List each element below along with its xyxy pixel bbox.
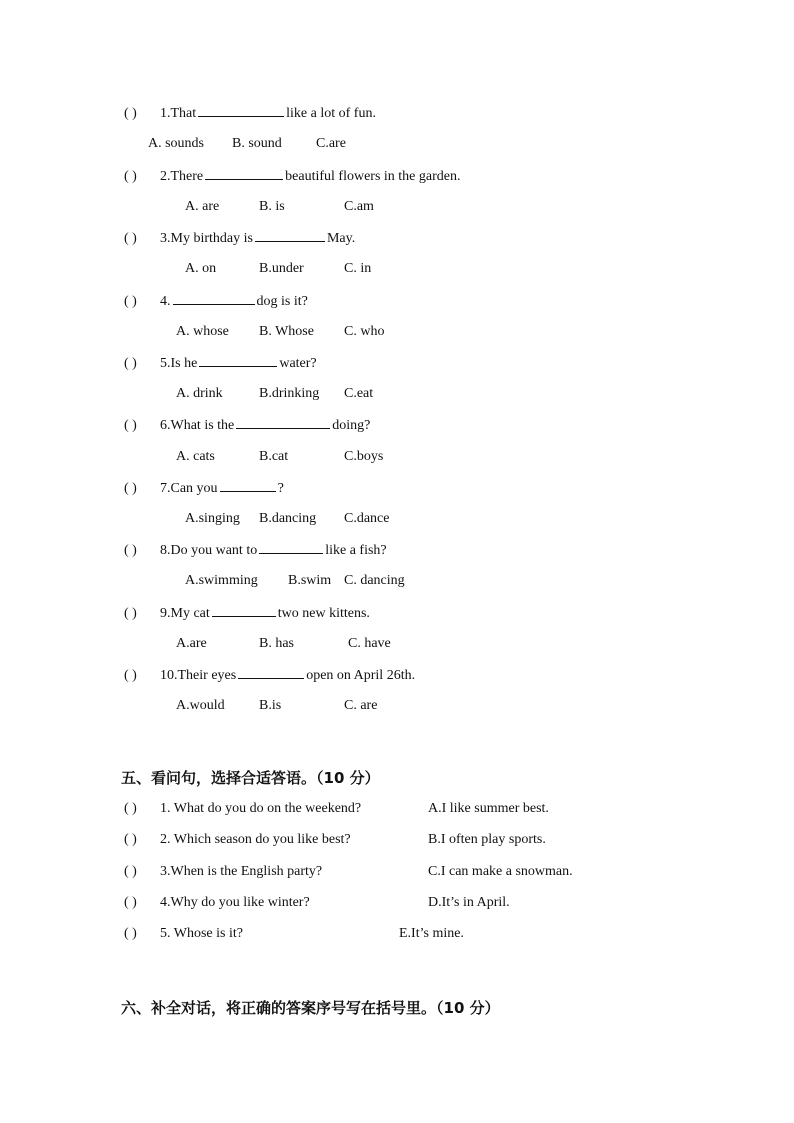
- answer-blank: [205, 166, 283, 180]
- question-text-post: open on April 26th.: [306, 668, 416, 683]
- question-text-post: May.: [326, 231, 356, 246]
- question-number: 5.: [160, 356, 171, 371]
- option-b: B.cat: [259, 449, 289, 464]
- question-5: [124, 353, 317, 373]
- option-c: C.boys: [344, 449, 384, 464]
- match-row-2: [124, 831, 351, 849]
- option-c: C. are: [344, 698, 378, 713]
- match-answer-b: B.I often play sports.: [428, 832, 546, 847]
- option-a: A.would: [176, 698, 225, 713]
- answer-paren: ( ): [124, 668, 137, 683]
- answer-paren: ( ): [124, 231, 137, 246]
- answer-blank: [173, 291, 255, 305]
- match-question: 1. What do you do on the weekend?: [160, 801, 362, 816]
- question-text-pre: Is he: [170, 356, 198, 371]
- answer-paren: ( ): [124, 418, 137, 433]
- question-2: [124, 166, 460, 186]
- option-b: B. has: [259, 636, 294, 651]
- answer-blank: [236, 415, 330, 429]
- question-text-pre: Their eyes: [177, 668, 237, 683]
- answer-paren: ( ): [124, 481, 137, 496]
- question-number: 1.: [160, 106, 171, 121]
- option-b: B. Whose: [259, 324, 314, 339]
- answer-paren: ( ): [124, 356, 137, 371]
- answer-blank: [259, 540, 323, 554]
- option-a: A. are: [185, 199, 220, 214]
- option-c: C. who: [344, 324, 385, 339]
- question-text-pre: My cat: [170, 606, 210, 621]
- question-text-post: doing?: [332, 418, 371, 433]
- question-text-pre: My birthday is: [170, 231, 253, 246]
- option-c: C.dance: [344, 511, 390, 526]
- match-row-4: [124, 894, 310, 912]
- question-number: 8.: [160, 543, 171, 558]
- question-number: 4.: [160, 294, 171, 309]
- option-a: A. drink: [176, 386, 223, 401]
- question-6: [124, 415, 370, 435]
- answer-paren: ( ): [124, 169, 137, 184]
- question-number: 7.: [160, 481, 171, 496]
- answer-blank: [220, 478, 276, 492]
- question-text-post: ?: [277, 481, 284, 496]
- match-row-3: [124, 863, 322, 881]
- answer-blank: [238, 665, 304, 679]
- option-a: A.swimming: [185, 573, 258, 588]
- match-question: 4.Why do you like winter?: [160, 895, 310, 910]
- answer-blank: [199, 353, 277, 367]
- answer-paren: ( ): [124, 895, 137, 910]
- option-b: B.is: [259, 698, 282, 713]
- question-text-pre: There: [170, 169, 204, 184]
- answer-paren: ( ): [124, 294, 137, 309]
- answer-blank: [255, 228, 325, 242]
- option-a: A. on: [185, 261, 217, 276]
- option-c: C. dancing: [344, 573, 405, 588]
- question-number: 9.: [160, 606, 171, 621]
- option-a: A. cats: [176, 449, 215, 464]
- answer-paren: ( ): [124, 606, 137, 621]
- option-c: C.eat: [344, 386, 374, 401]
- question-text-pre: Do you want to: [170, 543, 258, 558]
- option-c: C.are: [316, 136, 346, 151]
- question-4: [124, 291, 308, 311]
- match-question: 3.When is the English party?: [160, 864, 323, 879]
- question-10: [124, 665, 415, 685]
- section-5-title: 五、看问句，选择合适答语。（10 分）: [121, 769, 380, 787]
- question-9: [124, 603, 370, 623]
- option-a: A. whose: [176, 324, 229, 339]
- answer-paren: ( ): [124, 543, 137, 558]
- answer-paren: ( ): [124, 832, 137, 847]
- option-b: B.drinking: [259, 386, 320, 401]
- match-answer-c: C.I can make a snowman.: [428, 864, 573, 879]
- question-text-post: like a lot of fun.: [286, 106, 376, 121]
- option-b: B.dancing: [259, 511, 317, 526]
- question-text-pre: Can you: [170, 481, 218, 496]
- match-row-5: [124, 925, 243, 943]
- option-a: A.are: [176, 636, 207, 651]
- option-a: A. sounds: [148, 136, 205, 151]
- question-7: [124, 478, 284, 498]
- answer-paren: ( ): [124, 106, 137, 121]
- question-text-post: water?: [279, 356, 317, 371]
- question-text-post: dog is it?: [256, 294, 308, 309]
- option-b: B. is: [259, 199, 285, 214]
- question-text-post: like a fish?: [325, 543, 387, 558]
- option-a: A.singing: [185, 511, 240, 526]
- match-answer-e: E.It’s mine.: [399, 926, 464, 941]
- answer-blank: [212, 603, 276, 617]
- option-b: B.under: [259, 261, 304, 276]
- answer-paren: ( ): [124, 864, 137, 879]
- match-question: 2. Which season do you like best?: [160, 832, 351, 847]
- question-text-pre: That: [170, 106, 197, 121]
- option-c: C. in: [344, 261, 372, 276]
- question-number: 10.: [160, 668, 178, 683]
- option-b: B.swim: [288, 573, 332, 588]
- match-row-1: [124, 800, 361, 818]
- question-number: 6.: [160, 418, 171, 433]
- option-c: C.am: [344, 199, 374, 214]
- question-number: 2.: [160, 169, 171, 184]
- question-number: 3.: [160, 231, 171, 246]
- question-text-post: beautiful flowers in the garden.: [285, 169, 461, 184]
- option-c: C. have: [348, 636, 391, 651]
- question-8: [124, 540, 387, 560]
- answer-blank: [198, 103, 284, 117]
- question-1: [124, 103, 376, 123]
- question-text-post: two new kittens.: [277, 606, 370, 621]
- option-b: B. sound: [232, 136, 282, 151]
- section-6-title: 六、补全对话，将正确的答案序号写在括号里。（10 分）: [121, 999, 500, 1017]
- answer-paren: ( ): [124, 801, 137, 816]
- match-answer-d: D.It’s in April.: [428, 895, 510, 910]
- answer-paren: ( ): [124, 926, 137, 941]
- match-answer-a: A.I like summer best.: [428, 801, 549, 816]
- match-question: 5. Whose is it?: [160, 926, 243, 941]
- question-3: [124, 228, 355, 248]
- question-text-pre: What is the: [170, 418, 235, 433]
